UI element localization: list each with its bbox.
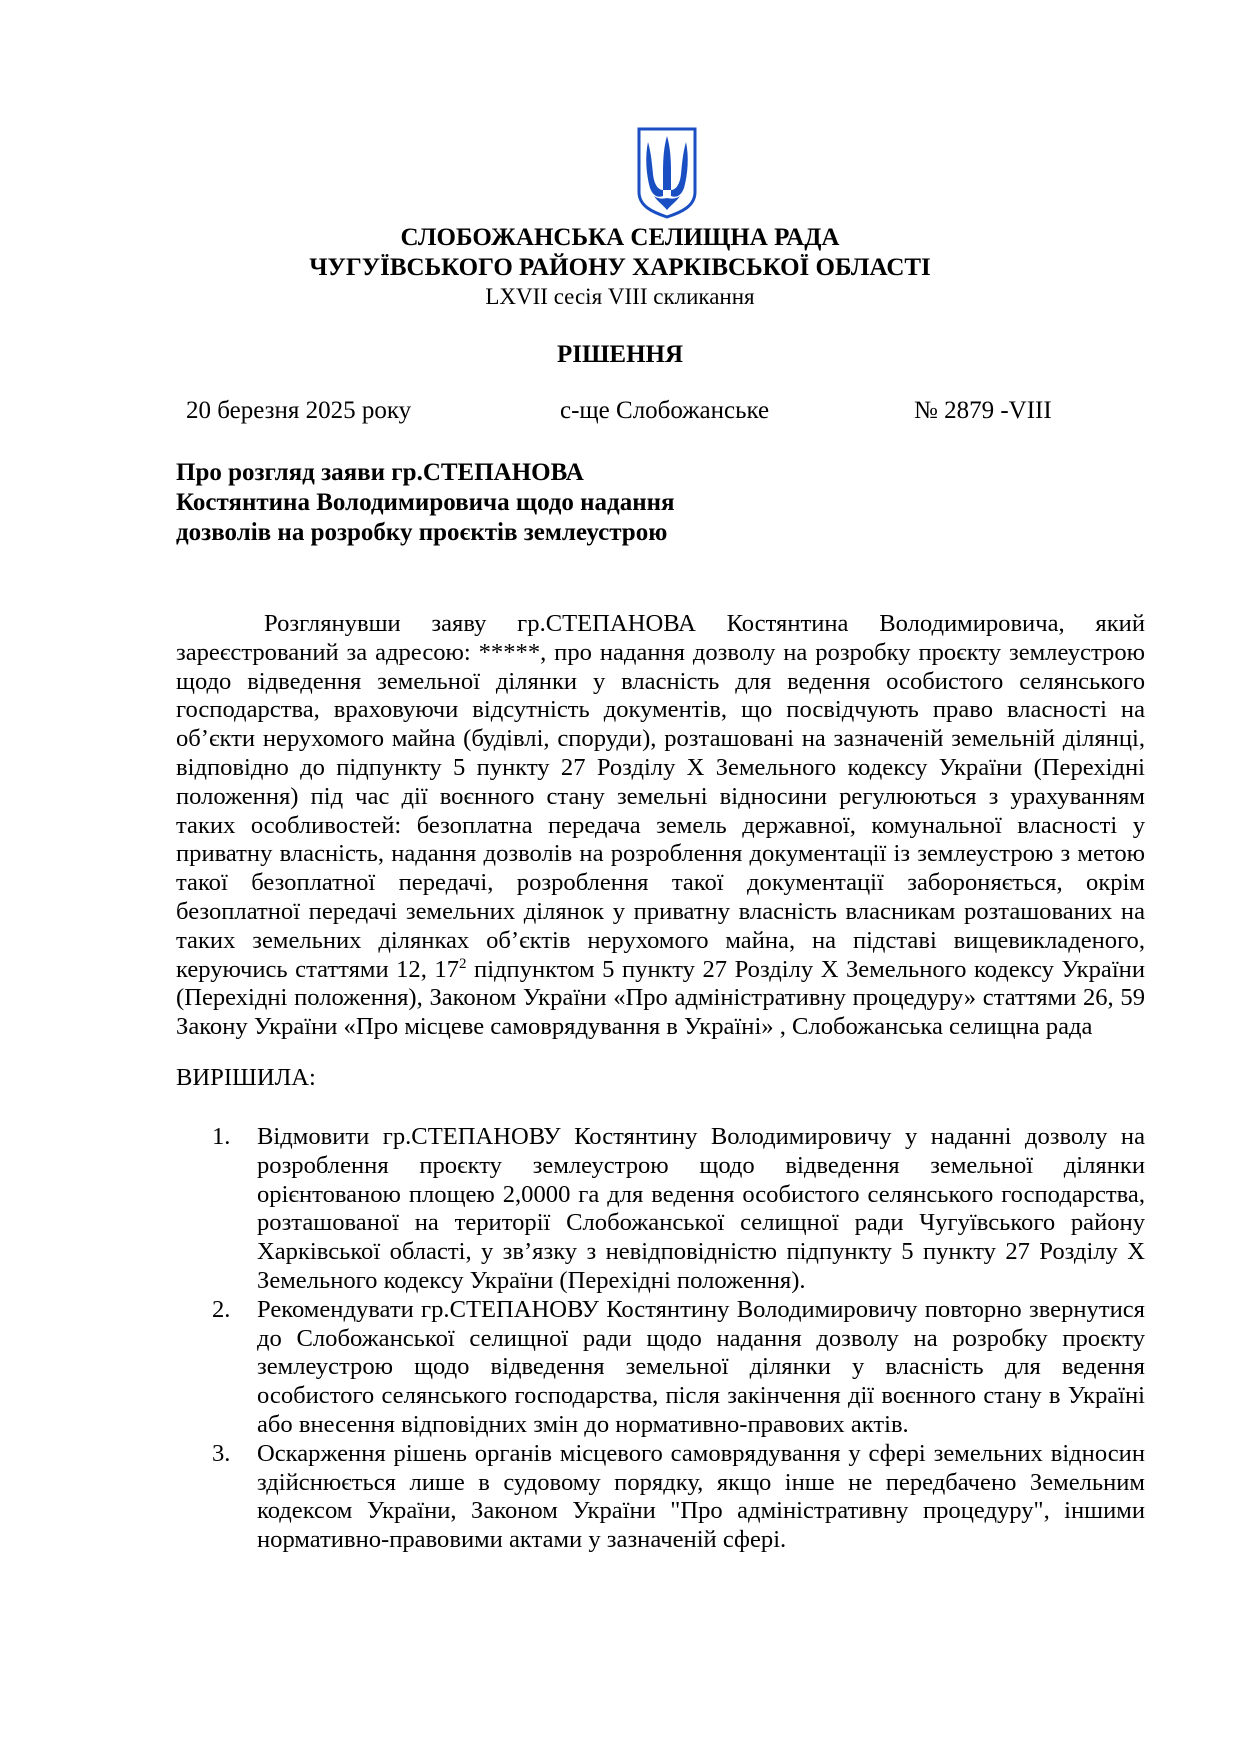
- preamble-paragraph: [176, 610, 1145, 1042]
- item-text: Оскарження рішень органів місцевого самоврядування у сфері земельних відносин здійснюється лише в судовому порядку, якщо інше не передбачено Земельним кодексом України, Законом України "Про адміністративну процедуру", іншими нормативно-правовими актами у зазначеній сфері.: [257, 1439, 1145, 1554]
- decision-subject: [176, 458, 736, 548]
- subject-line: Про розгляд заяви гр.СТЕПАНОВА: [176, 459, 584, 486]
- subject-line: Костянтина Володимировича щодо надання: [176, 489, 675, 516]
- document-title: РІШЕННЯ: [556, 341, 684, 368]
- item-number: 1.: [212, 1123, 231, 1150]
- preamble-text: Розглянувши заяву гр.СТЕПАНОВА Костянтина Володимировича, який зареєстрований за адресою: *****, про надання дозволу на розробку проєкту землеустрою щодо відведення земельної ділянки у власність для ведення особистого селянського господарства, враховуючи відсутність документів, що посвідчують право власності на об’єкти нерухомого майна (будівлі, споруди), розташовані на зазначеній земельній ділянці, відповідно до підпункту 5 пункту 27 Розділу Х Земельного кодексу України (Перехідні положення) під час дії воєнного стану земельні відносини регулюються з урахуванням таких особливостей: безоплатна передача земель державної, комунальної власності у приватну власність, надання дозволів на розроблення документації із землеустрою з метою такої безоплатної передачі, розроблення такої документації забороняється, окрім безоплатної передачі земельних ділянок у приватну власність власникам розташованих на таких земельних ділянках об’єктів нерухомого майна, на підставі вищевикладеного, керуючись статтями 12, 17: [176, 610, 1145, 983]
- resolution-item: [176, 1440, 1145, 1555]
- subject-line: дозволів на розробку проєктів землеустрою: [176, 519, 668, 546]
- org-name-line1: СЛОБОЖАНСЬКА СЕЛИЩНА РАДА: [400, 224, 840, 251]
- item-number: 3.: [212, 1439, 231, 1467]
- resolution-item: [176, 1123, 1145, 1296]
- decision-date: 20 березня 2025 року: [186, 397, 412, 424]
- session-info: LXVII сесія VIII скликання: [485, 284, 755, 309]
- article-superscript: 2: [459, 955, 467, 972]
- item-text: Рекомендувати гр.СТЕПАНОВУ Костянтину Володимировичу повторно звернутися до Слобожанської селищної ради щодо надання дозволу на розробку проєкту землеустрою щодо відведення земельної ділянки у власність для ведення особистого селянського господарства, після закінчення дії воєнного стану в Україні або внесення відповідних змін до нормативно-правових актів.: [257, 1295, 1145, 1438]
- resolution-item: [176, 1296, 1145, 1440]
- item-number: 2.: [212, 1295, 231, 1323]
- preamble-text-continued: підпунктом 5 пункту 27 Розділу Х Земельного кодексу України (Перехідні положення), Законом України «Про адміністративну процедуру» статтями 26, 59 Закону України «Про місцеве самоврядування в Україні» , Слобожанська селищна рада: [176, 955, 1145, 1041]
- resolved-label: ВИРІШИЛА:: [176, 1064, 316, 1091]
- trident-emblem-icon: [636, 126, 698, 220]
- decision-place: с-ще Слобожанське: [560, 397, 770, 424]
- item-text: Відмовити гр.СТЕПАНОВУ Костянтину Володимировичу у наданні дозволу на розроблення проєкту землеустрою щодо відведення земельної ділянки орієнтованою площею 2,0000 га для ведення особистого селянського господарства, розташованої на території Слобожанської селищної ради Чугуївського району Харківської області, у зв’язку з невідповідністю підпункту 5 пункту 27 Розділу Х Земельного кодексу України (Перехідні положення).: [257, 1123, 1145, 1294]
- resolution-items: [176, 1123, 1145, 1555]
- org-name-line2: ЧУГУЇВСЬКОГО РАЙОНУ ХАРКІВСЬКОЇ ОБЛАСТІ: [309, 254, 931, 281]
- decision-number: № 2879 -VIII: [914, 397, 1052, 424]
